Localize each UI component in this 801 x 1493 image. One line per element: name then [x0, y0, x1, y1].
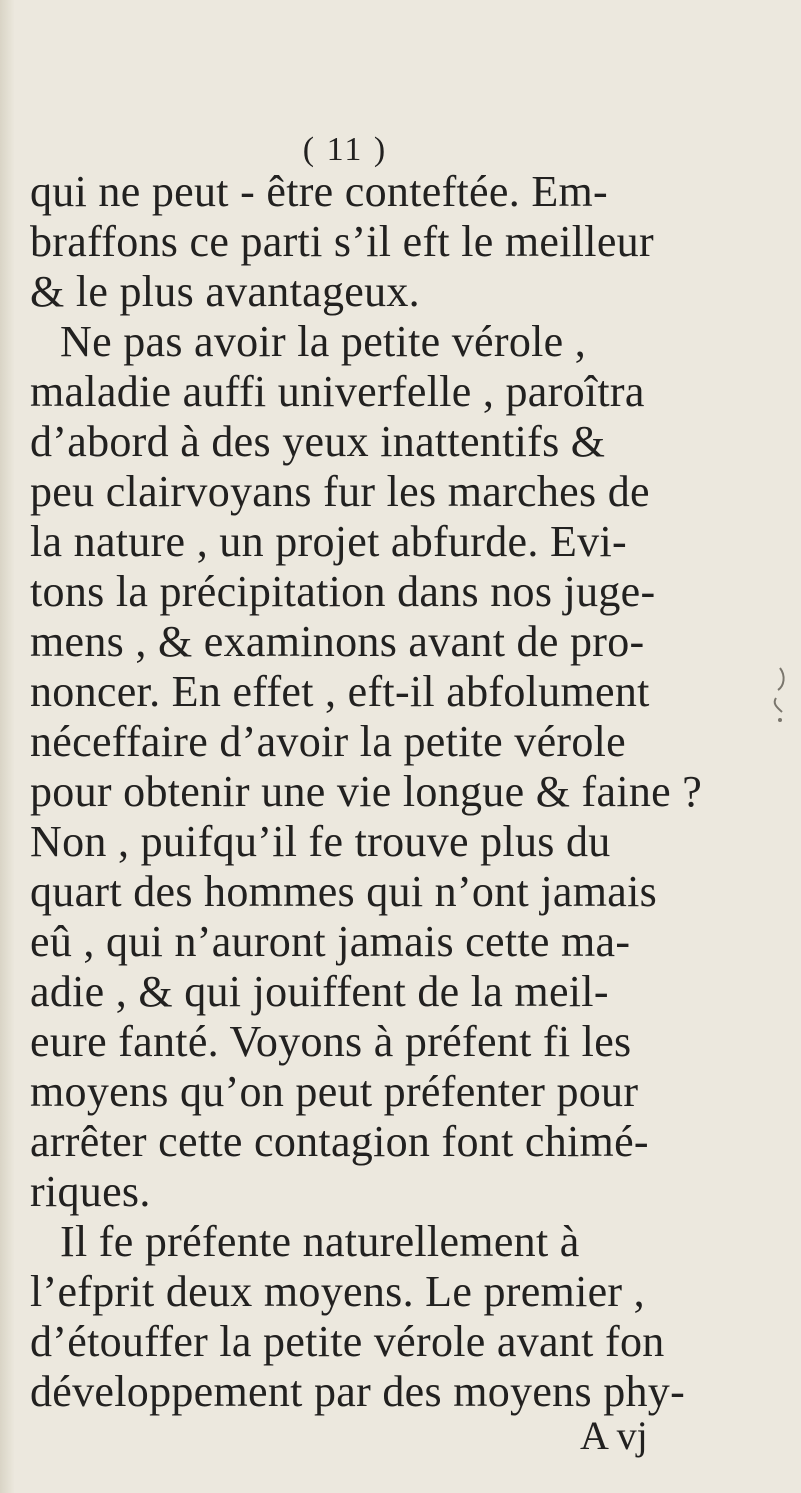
- text-line-19: moyens qu’on peut préfenter pour: [30, 1067, 639, 1116]
- text-line-12: néceffaire d’avoir la petite vérole: [30, 717, 627, 766]
- text-line-22: Il fe préfente naturellement à: [60, 1217, 580, 1266]
- text-line-8: la nature , un projet abfurde. Evi-: [30, 517, 627, 566]
- text-line-10: mens , & examinons avant de pro-: [30, 617, 645, 666]
- text-line-20: arrêter cette contagion font chimé-: [30, 1117, 649, 1166]
- text-line-1: qui ne peut - être conteftée. Em-: [30, 167, 608, 216]
- text-line-24: d’étouffer la petite vérole avant fon: [30, 1317, 665, 1366]
- text-line-16: eû , qui n’auront jamais cette ma-: [30, 917, 631, 966]
- text-line-4: Ne pas avoir la petite vérole ,: [60, 317, 587, 366]
- text-line-9: tons la précipitation dans nos juge-: [30, 567, 656, 616]
- text-line-13: pour obtenir une vie longue & faine ?: [30, 767, 703, 816]
- text-line-17: adie , & qui jouiffent de la meil-: [30, 967, 609, 1016]
- text-line-23: l’efprit deux moyens. Le premier ,: [30, 1267, 645, 1316]
- page-number: ( 11 ): [302, 131, 388, 168]
- text-line-14: Non , puifqu’il fe trouve plus du: [30, 817, 611, 866]
- text-line-25: développement par des moyens phy-: [30, 1367, 686, 1416]
- margin-ink-mark: [768, 660, 790, 730]
- text-line-18: eure fanté. Voyons à préfent fi les: [30, 1017, 632, 1066]
- text-line-15: quart des hommes qui n’ont jamais: [30, 867, 658, 916]
- text-line-6: d’abord à des yeux inattentifs &: [30, 417, 606, 466]
- page-gutter: [0, 0, 14, 1493]
- text-line-2: braffons ce parti s’il eft le meilleur: [30, 217, 654, 266]
- text-line-3: & le plus avantageux.: [30, 267, 420, 316]
- bleed-through-mark: [768, 660, 790, 730]
- catchword: A vj: [580, 1413, 648, 1458]
- text-line-7: peu clairvoyans fur les marches de: [30, 467, 650, 516]
- text-line-11: noncer. En effet , eft-il abfolument: [30, 667, 650, 716]
- text-line-21: riques.: [30, 1167, 151, 1216]
- text-line-5: maladie auffi univerfelle , paroîtra: [30, 367, 645, 416]
